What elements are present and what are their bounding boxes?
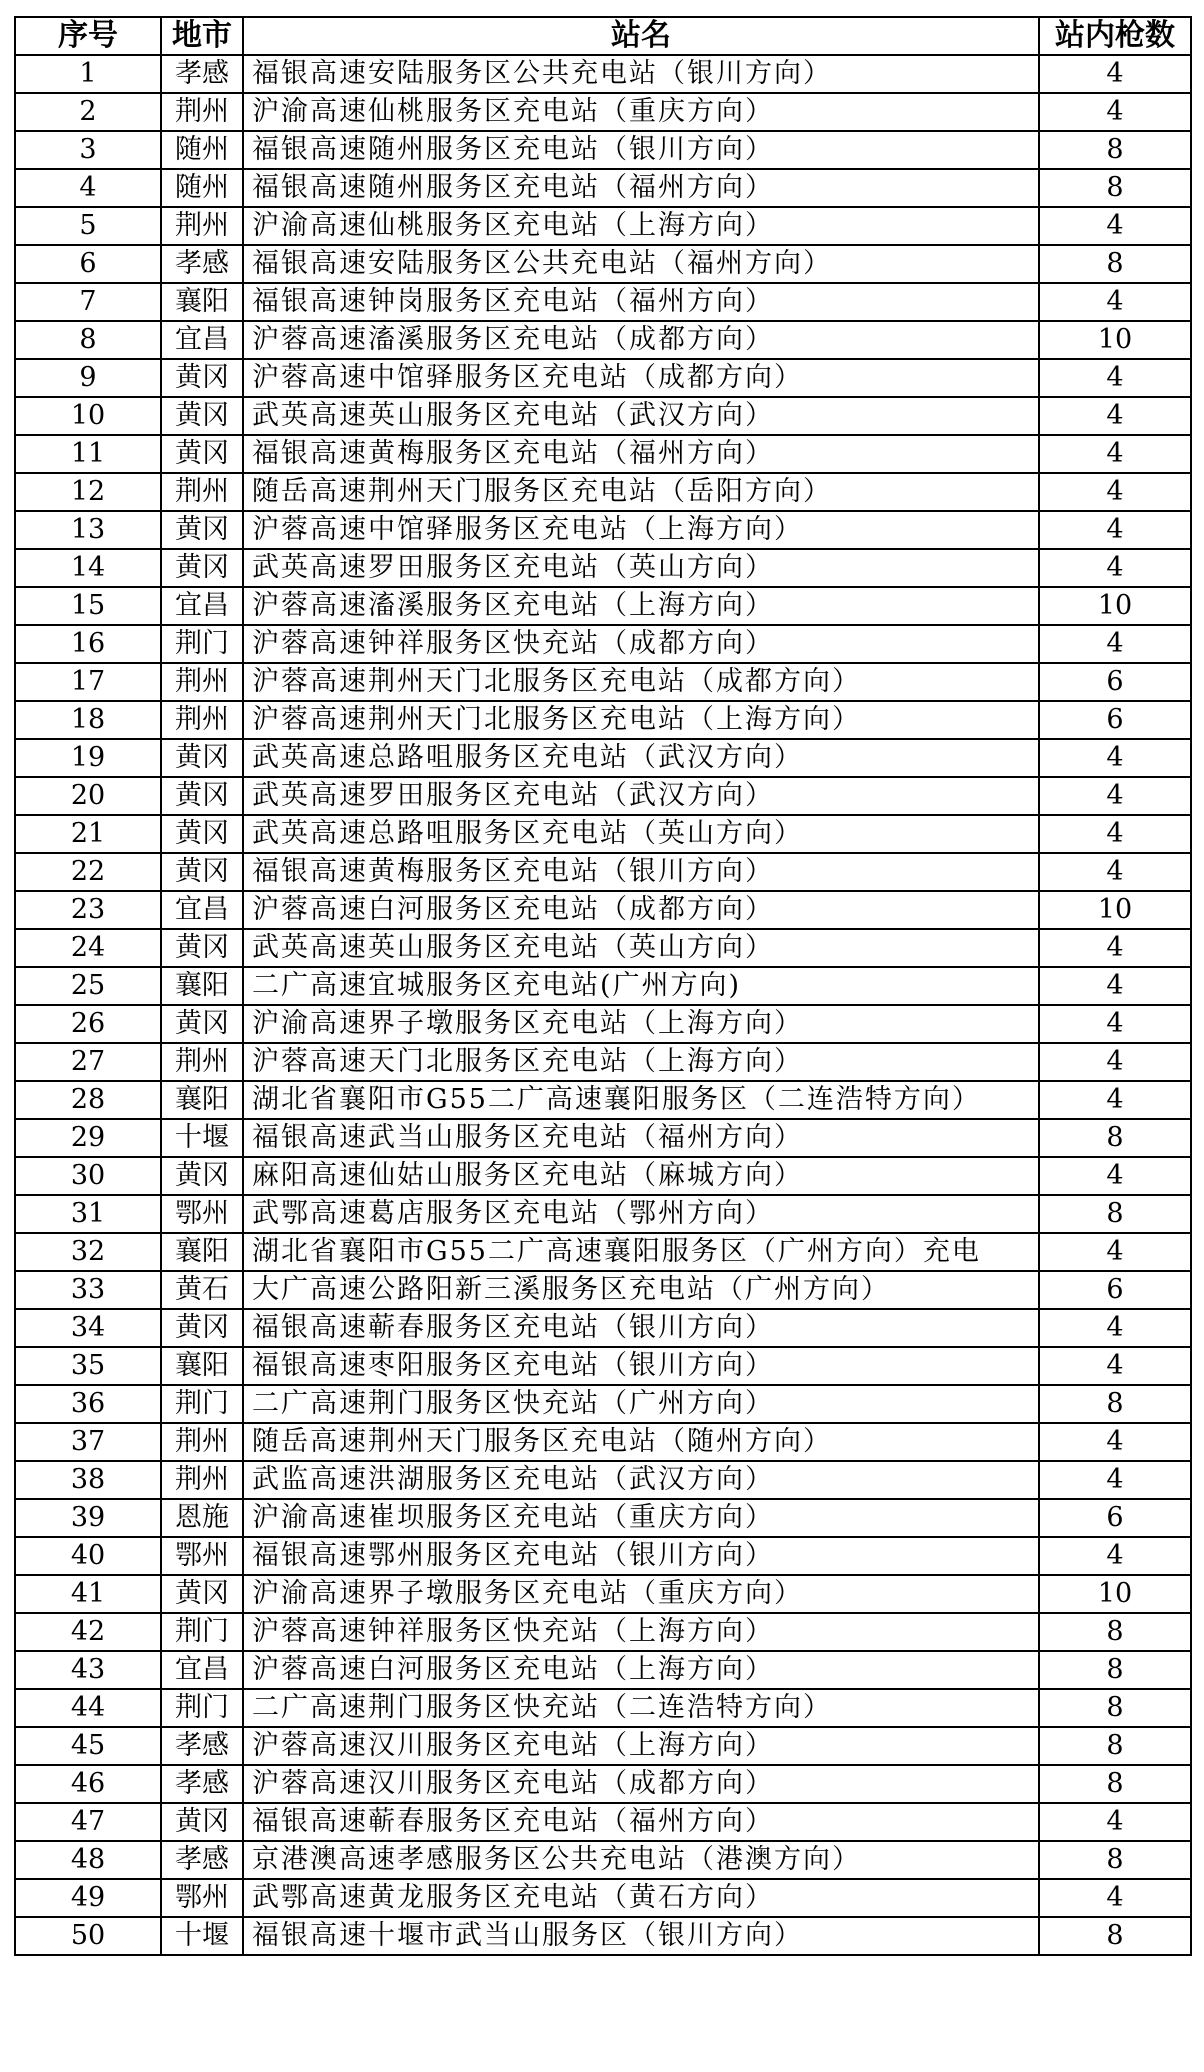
row-station-name: 沪渝高速仙桃服务区充电站（上海方向） — [243, 207, 1039, 245]
row-station-name: 大广高速公路阳新三溪服务区充电站（广州方向） — [243, 1271, 1039, 1309]
row-city: 十堰 — [161, 1119, 243, 1157]
row-gun-count: 4 — [1039, 815, 1191, 853]
row-station-name: 沪蓉高速滀溪服务区充电站（上海方向） — [243, 587, 1039, 625]
row-gun-count: 8 — [1039, 1613, 1191, 1651]
row-index: 27 — [15, 1043, 161, 1081]
row-index: 48 — [15, 1841, 161, 1879]
row-gun-count: 4 — [1039, 967, 1191, 1005]
row-index: 33 — [15, 1271, 161, 1309]
row-gun-count: 4 — [1039, 359, 1191, 397]
row-station-name: 沪蓉高速中馆驿服务区充电站（成都方向） — [243, 359, 1039, 397]
row-station-name: 沪渝高速崔坝服务区充电站（重庆方向） — [243, 1499, 1039, 1537]
row-station-name: 二广高速荆门服务区快充站（广州方向） — [243, 1385, 1039, 1423]
table-row — [15, 1765, 1191, 1803]
row-station-name: 麻阳高速仙姑山服务区充电站（麻城方向） — [243, 1157, 1039, 1195]
row-city: 黄冈 — [161, 1575, 243, 1613]
table-row — [15, 473, 1191, 511]
row-city: 黄冈 — [161, 777, 243, 815]
table-row — [15, 169, 1191, 207]
table-row — [15, 625, 1191, 663]
table-row — [15, 1689, 1191, 1727]
row-gun-count: 4 — [1039, 1043, 1191, 1081]
header-index: 序号 — [15, 17, 161, 55]
table-row — [15, 93, 1191, 131]
table-row — [15, 929, 1191, 967]
row-gun-count: 4 — [1039, 283, 1191, 321]
row-gun-count: 4 — [1039, 435, 1191, 473]
row-station-name: 福银高速蕲春服务区充电站（福州方向） — [243, 1803, 1039, 1841]
table-row — [15, 245, 1191, 283]
table-row — [15, 1043, 1191, 1081]
row-index: 17 — [15, 663, 161, 701]
row-index: 29 — [15, 1119, 161, 1157]
row-gun-count: 4 — [1039, 549, 1191, 587]
row-gun-count: 10 — [1039, 1575, 1191, 1613]
row-index: 19 — [15, 739, 161, 777]
table-row — [15, 207, 1191, 245]
row-city: 十堰 — [161, 1917, 243, 1955]
table-row — [15, 549, 1191, 587]
row-city: 鄂州 — [161, 1195, 243, 1233]
row-city: 黄冈 — [161, 397, 243, 435]
row-gun-count: 6 — [1039, 663, 1191, 701]
row-gun-count: 10 — [1039, 587, 1191, 625]
row-city: 荆门 — [161, 1689, 243, 1727]
row-station-name: 沪蓉高速天门北服务区充电站（上海方向） — [243, 1043, 1039, 1081]
table-row — [15, 1423, 1191, 1461]
row-city: 荆州 — [161, 663, 243, 701]
row-index: 32 — [15, 1233, 161, 1271]
table-row — [15, 891, 1191, 929]
table-row — [15, 777, 1191, 815]
row-gun-count: 8 — [1039, 1841, 1191, 1879]
header-station-name: 站名 — [243, 17, 1039, 55]
row-station-name: 福银高速随州服务区充电站（银川方向） — [243, 131, 1039, 169]
row-gun-count: 8 — [1039, 1689, 1191, 1727]
row-gun-count: 4 — [1039, 1309, 1191, 1347]
row-gun-count: 8 — [1039, 1917, 1191, 1955]
row-city: 襄阳 — [161, 967, 243, 1005]
row-gun-count: 4 — [1039, 1537, 1191, 1575]
table-row — [15, 55, 1191, 93]
table-row — [15, 1309, 1191, 1347]
row-index: 18 — [15, 701, 161, 739]
row-station-name: 沪渝高速仙桃服务区充电站（重庆方向） — [243, 93, 1039, 131]
row-station-name: 武鄂高速葛店服务区充电站（鄂州方向） — [243, 1195, 1039, 1233]
row-city: 黄冈 — [161, 359, 243, 397]
row-index: 49 — [15, 1879, 161, 1917]
row-gun-count: 8 — [1039, 169, 1191, 207]
table-row — [15, 1803, 1191, 1841]
row-gun-count: 10 — [1039, 321, 1191, 359]
row-city: 黄冈 — [161, 435, 243, 473]
row-index: 9 — [15, 359, 161, 397]
row-gun-count: 4 — [1039, 1157, 1191, 1195]
row-station-name: 福银高速枣阳服务区充电站（银川方向） — [243, 1347, 1039, 1385]
row-station-name: 沪蓉高速钟祥服务区快充站（上海方向） — [243, 1613, 1039, 1651]
row-gun-count: 4 — [1039, 207, 1191, 245]
row-station-name: 沪蓉高速荆州天门北服务区充电站（上海方向） — [243, 701, 1039, 739]
table-row — [15, 283, 1191, 321]
row-gun-count: 8 — [1039, 131, 1191, 169]
table-row — [15, 1613, 1191, 1651]
row-index: 39 — [15, 1499, 161, 1537]
row-station-name: 福银高速武当山服务区充电站（福州方向） — [243, 1119, 1039, 1157]
row-gun-count: 4 — [1039, 93, 1191, 131]
table-row — [15, 1233, 1191, 1271]
table-body — [15, 55, 1191, 1955]
row-station-name: 沪蓉高速钟祥服务区快充站（成都方向） — [243, 625, 1039, 663]
row-index: 22 — [15, 853, 161, 891]
row-gun-count: 8 — [1039, 1119, 1191, 1157]
row-index: 50 — [15, 1917, 161, 1955]
row-gun-count: 4 — [1039, 473, 1191, 511]
row-gun-count: 4 — [1039, 1803, 1191, 1841]
row-gun-count: 6 — [1039, 701, 1191, 739]
row-station-name: 沪渝高速界子墩服务区充电站（上海方向） — [243, 1005, 1039, 1043]
row-city: 襄阳 — [161, 283, 243, 321]
row-city: 荆门 — [161, 1613, 243, 1651]
row-city: 黄冈 — [161, 1005, 243, 1043]
table-row — [15, 1385, 1191, 1423]
row-index: 23 — [15, 891, 161, 929]
row-station-name: 随岳高速荆州天门服务区充电站（岳阳方向） — [243, 473, 1039, 511]
row-station-name: 武英高速总路咀服务区充电站（武汉方向） — [243, 739, 1039, 777]
table-row — [15, 1157, 1191, 1195]
row-city: 孝感 — [161, 1727, 243, 1765]
row-city: 黄冈 — [161, 1157, 243, 1195]
table-row — [15, 321, 1191, 359]
row-station-name: 福银高速安陆服务区公共充电站（银川方向） — [243, 55, 1039, 93]
row-city: 黄冈 — [161, 549, 243, 587]
row-gun-count: 6 — [1039, 1499, 1191, 1537]
row-index: 25 — [15, 967, 161, 1005]
table-header-row — [15, 17, 1191, 55]
table-row — [15, 853, 1191, 891]
row-station-name: 沪蓉高速汉川服务区充电站（成都方向） — [243, 1765, 1039, 1803]
row-index: 11 — [15, 435, 161, 473]
row-index: 3 — [15, 131, 161, 169]
row-gun-count: 4 — [1039, 1005, 1191, 1043]
row-index: 34 — [15, 1309, 161, 1347]
row-index: 45 — [15, 1727, 161, 1765]
row-index: 5 — [15, 207, 161, 245]
row-city: 孝感 — [161, 1765, 243, 1803]
row-city: 孝感 — [161, 1841, 243, 1879]
row-station-name: 湖北省襄阳市G55二广高速襄阳服务区（二连浩特方向） — [243, 1081, 1039, 1119]
row-station-name: 武英高速英山服务区充电站（英山方向） — [243, 929, 1039, 967]
table-row — [15, 663, 1191, 701]
row-station-name: 福银高速安陆服务区公共充电站（福州方向） — [243, 245, 1039, 283]
row-index: 26 — [15, 1005, 161, 1043]
row-station-name: 湖北省襄阳市G55二广高速襄阳服务区（广州方向）充电 — [243, 1233, 1039, 1271]
row-station-name: 武鄂高速黄龙服务区充电站（黄石方向） — [243, 1879, 1039, 1917]
table-row — [15, 1727, 1191, 1765]
row-station-name: 福银高速钟岗服务区充电站（福州方向） — [243, 283, 1039, 321]
row-city: 黄冈 — [161, 1803, 243, 1841]
table-row — [15, 1347, 1191, 1385]
row-city: 黄冈 — [161, 739, 243, 777]
row-index: 30 — [15, 1157, 161, 1195]
row-city: 鄂州 — [161, 1879, 243, 1917]
row-index: 43 — [15, 1651, 161, 1689]
row-index: 31 — [15, 1195, 161, 1233]
row-gun-count: 4 — [1039, 1233, 1191, 1271]
row-city: 荆州 — [161, 1423, 243, 1461]
row-city: 襄阳 — [161, 1081, 243, 1119]
row-station-name: 沪渝高速界子墩服务区充电站（重庆方向） — [243, 1575, 1039, 1613]
row-station-name: 武英高速英山服务区充电站（武汉方向） — [243, 397, 1039, 435]
row-city: 荆州 — [161, 207, 243, 245]
row-index: 16 — [15, 625, 161, 663]
row-gun-count: 6 — [1039, 1271, 1191, 1309]
row-gun-count: 4 — [1039, 55, 1191, 93]
row-gun-count: 10 — [1039, 891, 1191, 929]
table-row — [15, 1499, 1191, 1537]
charging-station-table — [14, 16, 1192, 1956]
row-station-name: 福银高速黄梅服务区充电站（银川方向） — [243, 853, 1039, 891]
row-index: 36 — [15, 1385, 161, 1423]
row-station-name: 二广高速荆门服务区快充站（二连浩特方向） — [243, 1689, 1039, 1727]
row-index: 24 — [15, 929, 161, 967]
row-station-name: 二广高速宜城服务区充电站(广州方向) — [243, 967, 1039, 1005]
row-gun-count: 4 — [1039, 1879, 1191, 1917]
header-city: 地市 — [161, 17, 243, 55]
row-city: 黄冈 — [161, 815, 243, 853]
row-city: 恩施 — [161, 1499, 243, 1537]
row-gun-count: 4 — [1039, 1347, 1191, 1385]
row-index: 12 — [15, 473, 161, 511]
row-index: 40 — [15, 1537, 161, 1575]
table-row — [15, 1841, 1191, 1879]
row-city: 荆州 — [161, 701, 243, 739]
row-index: 21 — [15, 815, 161, 853]
row-city: 荆州 — [161, 1043, 243, 1081]
table-row — [15, 1651, 1191, 1689]
row-station-name: 沪蓉高速白河服务区充电站（上海方向） — [243, 1651, 1039, 1689]
table-row — [15, 815, 1191, 853]
row-gun-count: 4 — [1039, 929, 1191, 967]
row-index: 28 — [15, 1081, 161, 1119]
row-index: 15 — [15, 587, 161, 625]
row-gun-count: 8 — [1039, 245, 1191, 283]
row-station-name: 沪蓉高速汉川服务区充电站（上海方向） — [243, 1727, 1039, 1765]
row-city: 随州 — [161, 131, 243, 169]
row-index: 41 — [15, 1575, 161, 1613]
row-index: 14 — [15, 549, 161, 587]
table-row — [15, 701, 1191, 739]
row-gun-count: 8 — [1039, 1651, 1191, 1689]
row-index: 46 — [15, 1765, 161, 1803]
row-index: 47 — [15, 1803, 161, 1841]
row-station-name: 福银高速随州服务区充电站（福州方向） — [243, 169, 1039, 207]
row-city: 黄冈 — [161, 1309, 243, 1347]
document-sheet — [14, 16, 1190, 1956]
table-row — [15, 511, 1191, 549]
row-station-name: 福银高速蕲春服务区充电站（银川方向） — [243, 1309, 1039, 1347]
row-index: 42 — [15, 1613, 161, 1651]
table-row — [15, 1461, 1191, 1499]
row-gun-count: 4 — [1039, 397, 1191, 435]
row-city: 宜昌 — [161, 1651, 243, 1689]
table-row — [15, 739, 1191, 777]
row-city: 随州 — [161, 169, 243, 207]
row-gun-count: 4 — [1039, 1081, 1191, 1119]
row-city: 孝感 — [161, 245, 243, 283]
row-index: 1 — [15, 55, 161, 93]
table-row — [15, 1271, 1191, 1309]
row-city: 黄冈 — [161, 511, 243, 549]
row-station-name: 沪蓉高速白河服务区充电站（成都方向） — [243, 891, 1039, 929]
row-station-name: 随岳高速荆州天门服务区充电站（随州方向） — [243, 1423, 1039, 1461]
table-row — [15, 587, 1191, 625]
table-row — [15, 1195, 1191, 1233]
row-station-name: 福银高速黄梅服务区充电站（福州方向） — [243, 435, 1039, 473]
row-gun-count: 4 — [1039, 777, 1191, 815]
row-gun-count: 4 — [1039, 1461, 1191, 1499]
row-index: 44 — [15, 1689, 161, 1727]
row-city: 鄂州 — [161, 1537, 243, 1575]
table-row — [15, 1081, 1191, 1119]
row-city: 荆州 — [161, 93, 243, 131]
row-city: 荆门 — [161, 1385, 243, 1423]
row-gun-count: 8 — [1039, 1765, 1191, 1803]
row-gun-count: 4 — [1039, 511, 1191, 549]
row-index: 35 — [15, 1347, 161, 1385]
row-station-name: 武监高速洪湖服务区充电站（武汉方向） — [243, 1461, 1039, 1499]
row-gun-count: 4 — [1039, 625, 1191, 663]
table-row — [15, 131, 1191, 169]
row-city: 宜昌 — [161, 891, 243, 929]
row-city: 荆州 — [161, 1461, 243, 1499]
row-gun-count: 8 — [1039, 1385, 1191, 1423]
row-station-name: 福银高速鄂州服务区充电站（银川方向） — [243, 1537, 1039, 1575]
row-city: 宜昌 — [161, 321, 243, 359]
row-city: 襄阳 — [161, 1347, 243, 1385]
table-row — [15, 397, 1191, 435]
table-row — [15, 1119, 1191, 1157]
row-index: 8 — [15, 321, 161, 359]
table-row — [15, 359, 1191, 397]
row-index: 13 — [15, 511, 161, 549]
table-row — [15, 967, 1191, 1005]
row-station-name: 沪蓉高速中馆驿服务区充电站（上海方向） — [243, 511, 1039, 549]
row-index: 4 — [15, 169, 161, 207]
row-city: 黄石 — [161, 1271, 243, 1309]
row-station-name: 武英高速总路咀服务区充电站（英山方向） — [243, 815, 1039, 853]
table-row — [15, 1005, 1191, 1043]
row-gun-count: 8 — [1039, 1727, 1191, 1765]
table-row — [15, 1537, 1191, 1575]
row-index: 7 — [15, 283, 161, 321]
row-city: 襄阳 — [161, 1233, 243, 1271]
row-gun-count: 4 — [1039, 739, 1191, 777]
row-city: 黄冈 — [161, 929, 243, 967]
row-station-name: 沪蓉高速荆州天门北服务区充电站（成都方向） — [243, 663, 1039, 701]
table-row — [15, 435, 1191, 473]
table-row — [15, 1575, 1191, 1613]
row-index: 20 — [15, 777, 161, 815]
row-station-name: 武英高速罗田服务区充电站（武汉方向） — [243, 777, 1039, 815]
row-station-name: 京港澳高速孝感服务区公共充电站（港澳方向） — [243, 1841, 1039, 1879]
row-city: 荆门 — [161, 625, 243, 663]
row-gun-count: 8 — [1039, 1195, 1191, 1233]
row-city: 黄冈 — [161, 853, 243, 891]
row-city: 孝感 — [161, 55, 243, 93]
row-gun-count: 4 — [1039, 1423, 1191, 1461]
row-station-name: 沪蓉高速滀溪服务区充电站（成都方向） — [243, 321, 1039, 359]
row-index: 38 — [15, 1461, 161, 1499]
row-station-name: 武英高速罗田服务区充电站（英山方向） — [243, 549, 1039, 587]
header-gun-count: 站内枪数 — [1039, 17, 1191, 55]
row-index: 10 — [15, 397, 161, 435]
row-index: 2 — [15, 93, 161, 131]
row-city: 荆州 — [161, 473, 243, 511]
row-gun-count: 4 — [1039, 853, 1191, 891]
table-row — [15, 1917, 1191, 1955]
row-station-name: 福银高速十堰市武当山服务区（银川方向） — [243, 1917, 1039, 1955]
row-index: 6 — [15, 245, 161, 283]
table-row — [15, 1879, 1191, 1917]
row-index: 37 — [15, 1423, 161, 1461]
row-city: 宜昌 — [161, 587, 243, 625]
